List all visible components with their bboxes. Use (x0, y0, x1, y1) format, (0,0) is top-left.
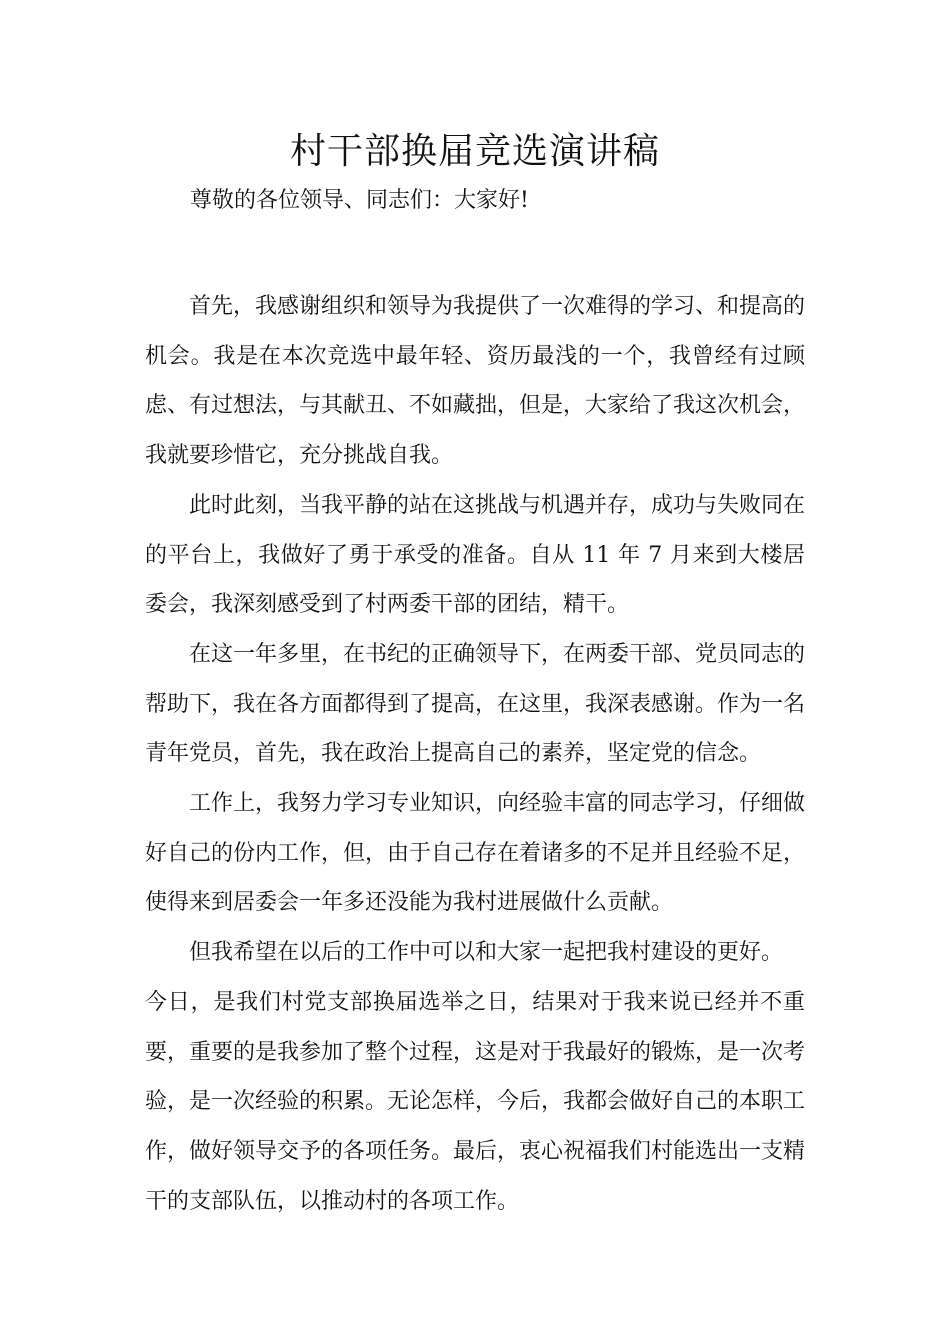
paragraph-5: 但我希望在以后的工作中可以和大家一起把我村建设的更好。 (189, 940, 784, 966)
document-body (145, 282, 805, 1226)
paragraph-6: 今日，是我们村党支部换届选举之日，结果对于我来说已经并不重要，重要的是我参加了整个过程，这是对于我最好的锻炼，是一次考验，是一次经验的积累。无论怎样，今后，我都会做好自己的本职工作，做好领导交予的各项任务。最后，衷心祝福我们村能选出一支精干的支部队伍，以推动村的各项工作。 (145, 989, 806, 1214)
paragraph-4: 工作上，我努力学习专业知识，向经验丰富的同志学习，仔细做好自己的份内工作，但，由于自己存在着诸多的不足并且经验不足，使得来到居委会一年多还没能为我村进展做什么贡献。 (145, 791, 806, 916)
greeting-line: 尊敬的各位领导、同志们：大家好! (190, 188, 529, 213)
paragraph-3: 在这一年多里，在书纪的正确领导下，在两委干部、党员同志的帮助下，我在各方面都得到了提高，在这里，我深表感谢。作为一名青年党员，首先，我在政治上提高自己的素养，坚定党的信念。 (145, 641, 806, 767)
paragraph-2: 此时此刻，当我平静的站在这挑战与机遇并存，成功与失败同在的平台上，我做好了勇于承受的准备。自从 11 年 7 月来到大楼居委会，我深刻感受到了村两委干部的团结，精干。 (145, 492, 806, 618)
document-title: 村干部换届竞选演讲稿 (289, 131, 660, 172)
paragraph-1: 首先，我感谢组织和领导为我提供了一次难得的学习、和提高的机会。我是在本次竞选中最年轻、资历最浅的一个，我曾经有过顾虑、有过想法，与其献丑、不如藏拙，但是，大家给了我这次机会，我就要珍惜它，充分挑战自我。 (145, 294, 806, 469)
